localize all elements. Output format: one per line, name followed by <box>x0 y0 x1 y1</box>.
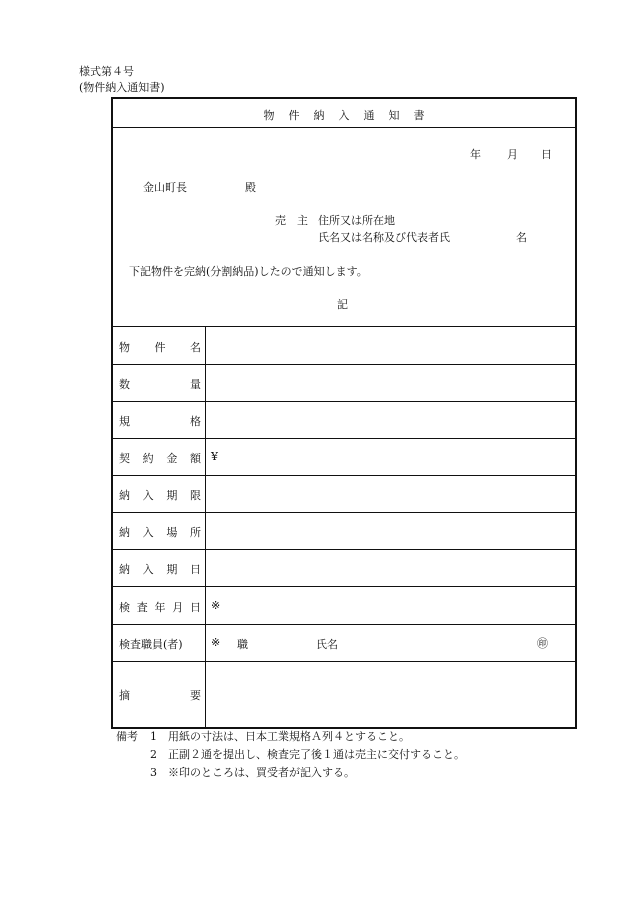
seller-name-label: 氏名又は名称及び代表者氏 <box>318 231 450 244</box>
value-contract-amount[interactable]: ¥ <box>211 450 218 463</box>
date-day: 日 <box>541 148 552 161</box>
seller-role: 売 主 <box>275 214 308 227</box>
date-month: 月 <box>507 148 518 161</box>
note-item: 3 ※印のところは、買受者が記入する。 <box>150 766 355 779</box>
label-inspection-date: 検 査 年 月 日 <box>119 601 201 614</box>
label-contract-amount: 契 約 金 額 <box>119 452 201 465</box>
addressee-name: 金山町長 <box>143 181 187 194</box>
note-item: 2 正副２通を提出し、検査完了後１通は売主に交付すること。 <box>150 748 465 761</box>
label-delivery-date: 納 入 期 日 <box>119 563 201 576</box>
notice-form <box>111 97 577 729</box>
ki-label: 記 <box>337 298 348 311</box>
form-subtitle: (物件納入通知書) <box>79 81 165 94</box>
notice-text: 下記物件を完納(分割納品)したので通知します。 <box>129 265 368 278</box>
value-inspection-date[interactable]: ※ <box>211 599 221 612</box>
label-inspector: 検査職員(者) <box>119 638 183 651</box>
note-item: 1 用紙の寸法は、日本工業規格Ａ列４とすること。 <box>150 730 410 743</box>
form-number: 様式第４号 <box>79 65 134 78</box>
notes-heading: 備考 <box>116 730 138 743</box>
form-title: 物 件 納 入 通 知 書 <box>263 109 425 122</box>
date-year: 年 <box>470 148 481 161</box>
label-quantity: 数 量 <box>119 378 201 391</box>
label-item-name: 物 件 名 <box>119 341 201 354</box>
seller-address-label: 住所又は所在地 <box>318 214 395 227</box>
label-delivery-deadline: 納 入 期 限 <box>119 489 201 502</box>
value-remarks[interactable] <box>211 687 561 707</box>
seal-icon: ㊞ <box>537 637 548 650</box>
inspector-name[interactable]: 氏名 <box>316 638 338 651</box>
label-delivery-place: 納 入 場 所 <box>119 526 201 539</box>
label-spec: 規 格 <box>119 415 201 428</box>
label-remarks: 摘 要 <box>119 689 201 702</box>
inspector-mark: ※ <box>211 636 221 649</box>
seller-name-suffix: 名 <box>516 231 527 244</box>
inspector-post[interactable]: 職 <box>237 638 248 651</box>
addressee-honorific: 殿 <box>245 181 256 194</box>
